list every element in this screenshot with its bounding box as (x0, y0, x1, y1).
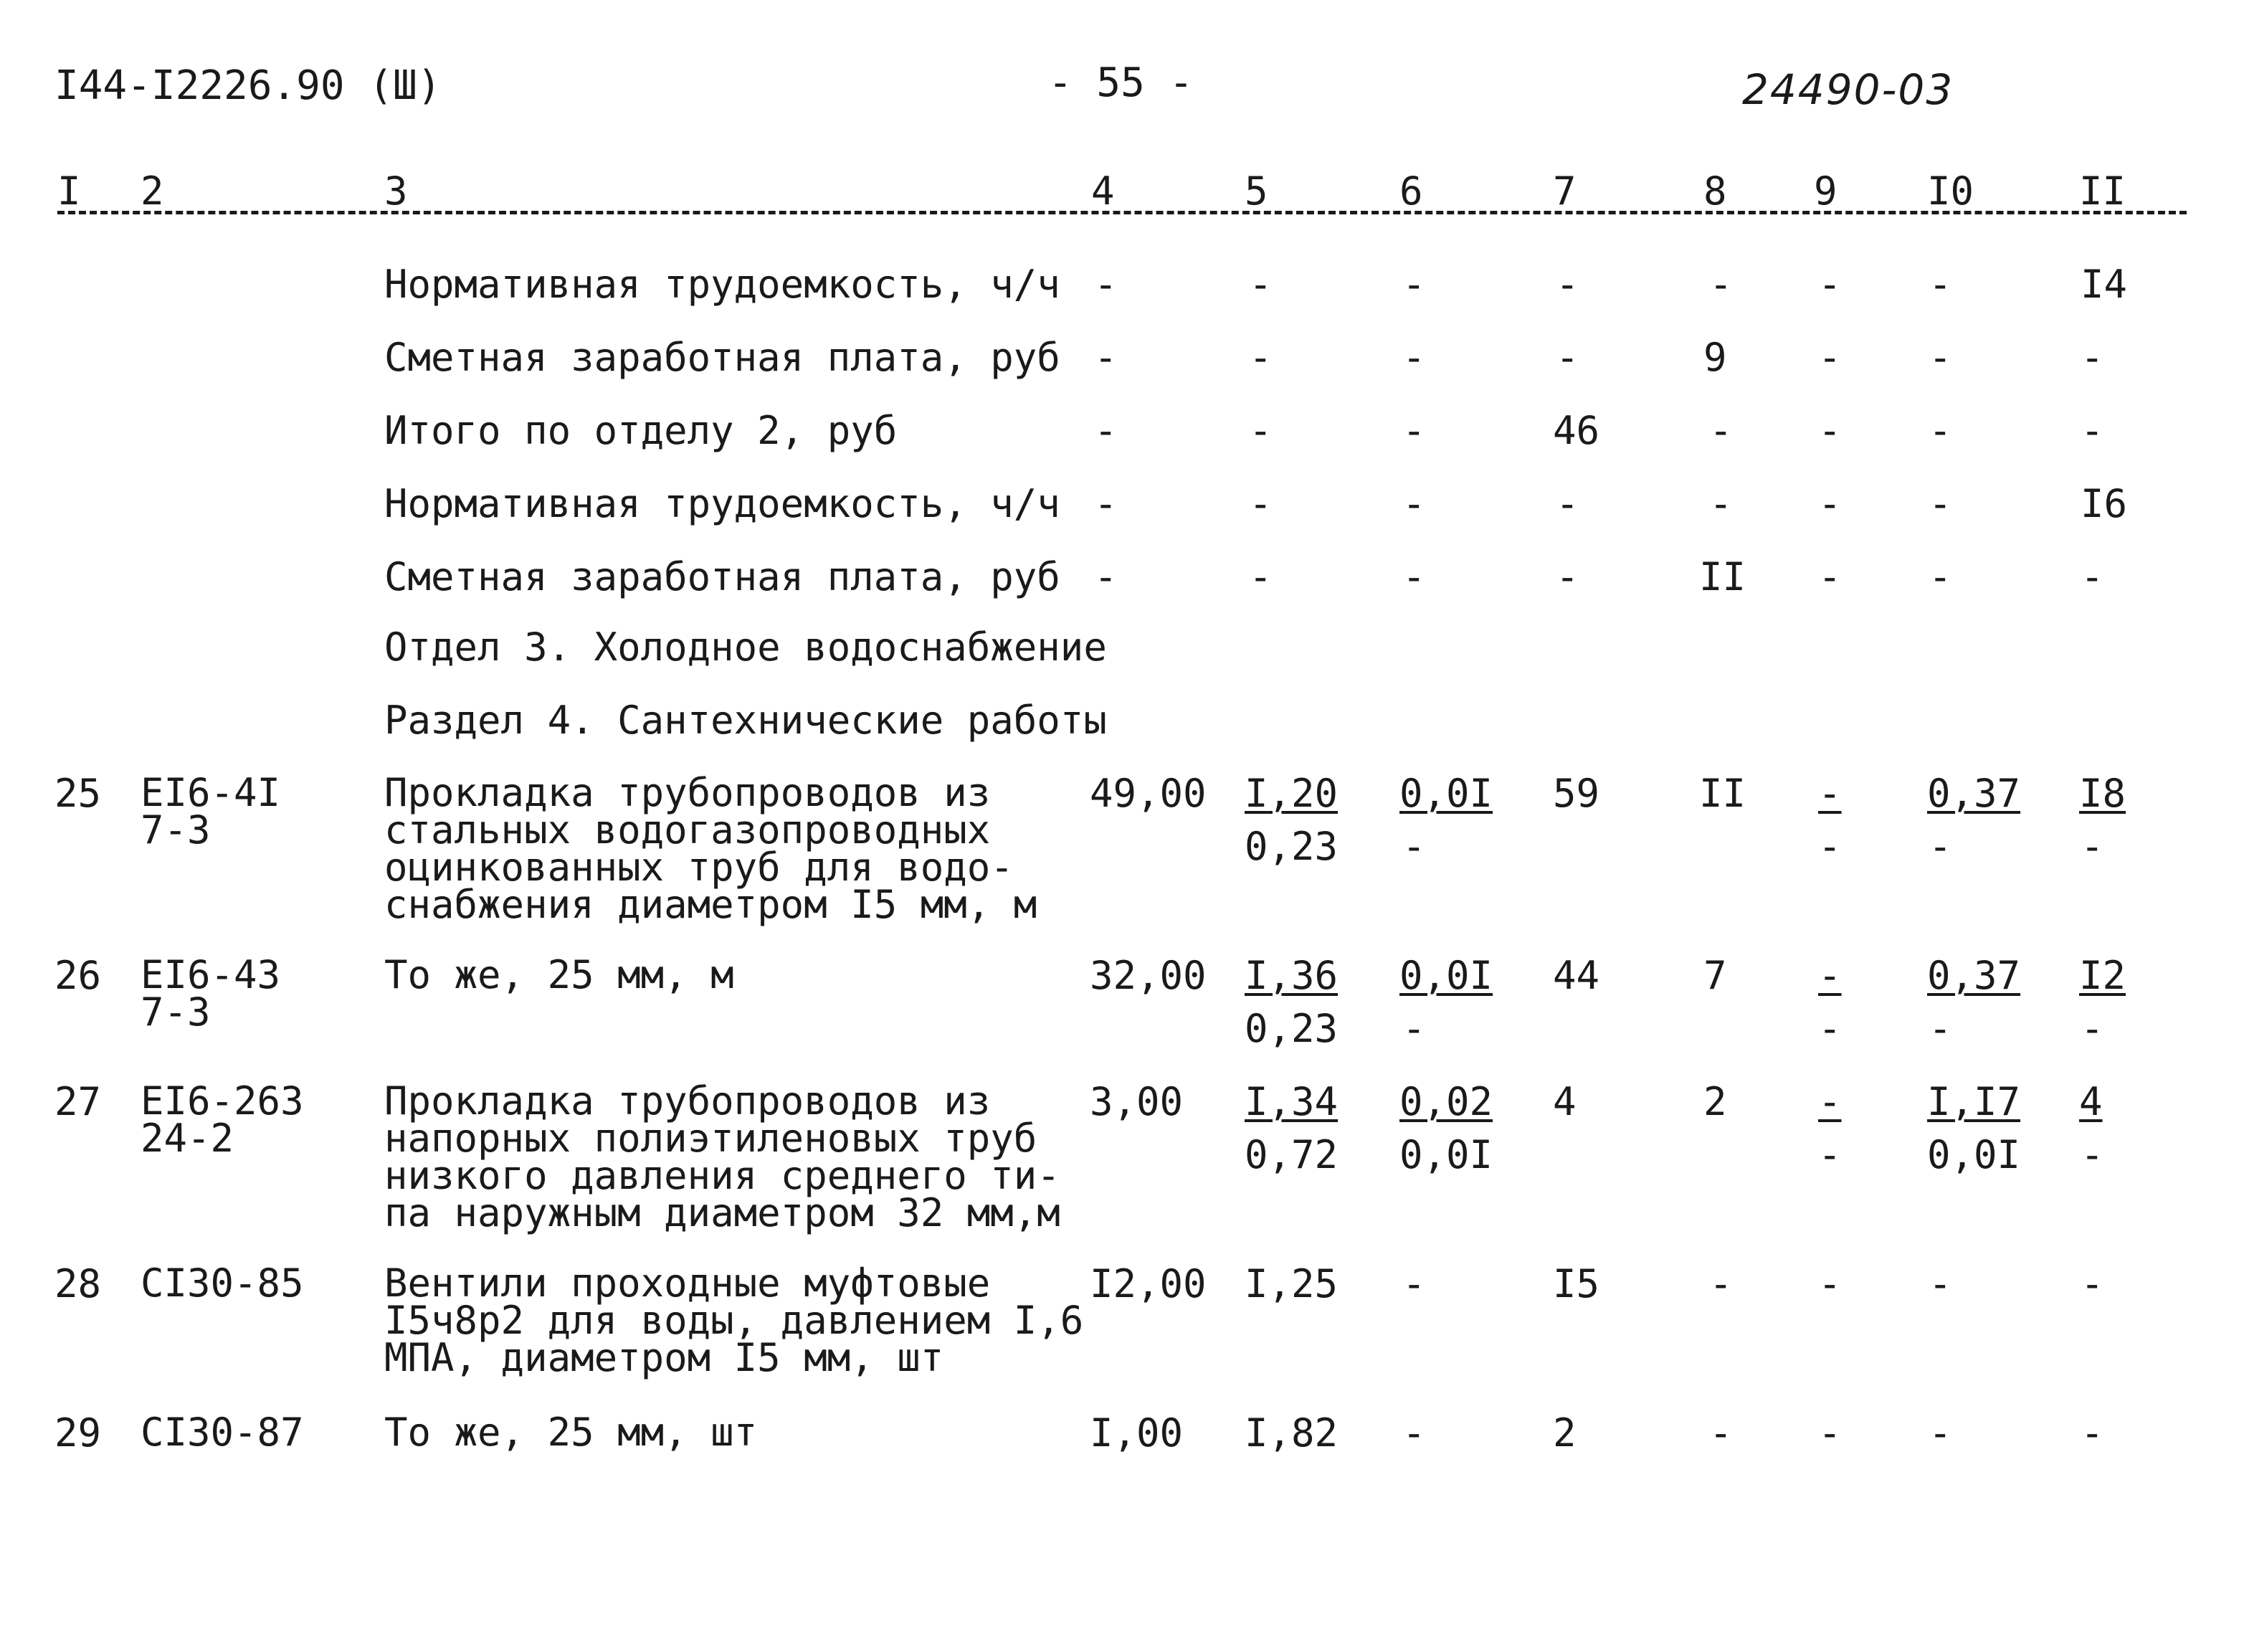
column-number: 9 (1814, 168, 1837, 214)
cell: - (1556, 554, 1579, 599)
cell: - (1818, 771, 1842, 816)
cell: - (1929, 408, 1952, 453)
cell: 4 (1553, 1079, 1577, 1124)
column-number: 8 (1703, 168, 1727, 214)
code-line: EI6-4I (141, 770, 281, 815)
cell: - (1094, 408, 1118, 453)
cell: 0,0I (1399, 953, 1493, 998)
row-description (384, 952, 734, 997)
code-line: 24-2 (141, 1116, 234, 1161)
cell: 0,0I (1927, 1132, 2021, 1177)
desc-line: То же, 25 мм, м (384, 952, 734, 997)
cell: I,25 (1245, 1261, 1339, 1306)
cell: 0,23 (1245, 824, 1339, 869)
cell: - (1929, 335, 1952, 380)
cell: - (1094, 481, 1118, 526)
cell: - (1094, 335, 1118, 380)
desc-line: стальных водогазопроводных (384, 807, 991, 853)
desc-line: Прокладка трубопроводов из (384, 770, 991, 815)
quantity-cell: 49,00 (1090, 771, 1207, 816)
cell: - (1818, 953, 1842, 998)
cell: I2 (2079, 953, 2126, 998)
cell: 2 (1703, 1079, 1727, 1124)
column-number: 7 (1553, 168, 1577, 214)
column-header-rule (57, 211, 2187, 214)
quantity-cell: I,00 (1090, 1410, 1184, 1456)
cell: 7 (1703, 953, 1727, 998)
cell: 0,37 (1927, 771, 2021, 816)
cell: I8 (2079, 771, 2126, 816)
row-description: Нормативная трудоемкость, ч/ч (384, 481, 1060, 526)
cell: - (1929, 481, 1952, 526)
desc-line: оцинкованных труб для водо- (384, 845, 1014, 890)
inventory-number: 24490-03 (1742, 65, 1954, 114)
cell: - (1402, 1410, 1426, 1456)
row-description: Нормативная трудоемкость, ч/ч (384, 262, 1060, 307)
cell: - (1402, 262, 1426, 307)
desc-line: напорных полиэтиленовых труб (384, 1116, 1037, 1161)
cell: - (2081, 1410, 2104, 1456)
row-number: 27 (54, 1079, 102, 1124)
cell: - (1709, 1410, 1733, 1456)
cell: I4 (2081, 262, 2128, 307)
cell: I,82 (1245, 1410, 1339, 1456)
cell: - (1818, 1079, 1842, 1124)
column-number: 5 (1245, 168, 1268, 214)
cell: - (1709, 481, 1733, 526)
cell: - (1402, 1261, 1426, 1306)
cell: 9 (1703, 335, 1727, 380)
cell: - (1249, 554, 1273, 599)
document-code: I44-I2226.90 (Ш) (54, 62, 442, 109)
cell: - (1929, 1410, 1952, 1456)
cell: - (1709, 408, 1733, 453)
cell: - (1556, 481, 1579, 526)
cell: - (1094, 554, 1118, 599)
row-number: 25 (54, 771, 102, 816)
cell: - (2081, 1261, 2104, 1306)
column-number: I0 (1927, 168, 1974, 214)
cell: - (1818, 481, 1842, 526)
section-title: Раздел 4. Сантехнические работы (384, 698, 1107, 743)
cell: II (1699, 554, 1746, 599)
norm-code (141, 1410, 304, 1455)
column-number: 2 (141, 168, 164, 214)
cell: 2 (1553, 1410, 1577, 1456)
norm-code (141, 952, 281, 1035)
desc-line: Вентили проходные муфтовые (384, 1261, 991, 1306)
cell: - (1402, 481, 1426, 526)
cell: 0,23 (1245, 1006, 1339, 1051)
cell: I,I7 (1927, 1079, 2021, 1124)
cell: II (1699, 771, 1746, 816)
cell: I,34 (1245, 1079, 1339, 1124)
row-description: Сметная заработная плата, руб (384, 554, 1060, 599)
cell: - (1818, 1261, 1842, 1306)
cell: - (1929, 824, 1952, 869)
quantity-cell: I2,00 (1090, 1261, 1207, 1306)
cell: - (1709, 262, 1733, 307)
code-line: EI6-43 (141, 952, 281, 997)
code-line: CI30-85 (141, 1261, 304, 1306)
desc-line: То же, 25 мм, шт (384, 1410, 758, 1455)
cell: - (1818, 1132, 1842, 1177)
cell: - (1402, 824, 1426, 869)
cell: - (1402, 335, 1426, 380)
cell: - (2081, 554, 2104, 599)
cell: - (2081, 1132, 2104, 1177)
cell: I5 (1553, 1261, 1600, 1306)
column-number: 6 (1399, 168, 1423, 214)
row-description: Итого по отделу 2, руб (384, 408, 898, 453)
cell: - (1402, 554, 1426, 599)
column-number: II (2079, 168, 2126, 214)
row-description (384, 770, 1037, 927)
cell: - (1929, 1261, 1952, 1306)
cell: 0,0I (1399, 1132, 1493, 1177)
code-line: EI6-263 (141, 1078, 304, 1124)
column-number: I (57, 168, 81, 214)
desc-line: I5ч8р2 для воды, давлением I,6 (384, 1298, 1084, 1343)
cell: - (1818, 824, 1842, 869)
desc-line: па наружным диаметром 32 мм,м (384, 1190, 1060, 1235)
cell: - (1929, 262, 1952, 307)
row-number: 29 (54, 1410, 102, 1456)
cell: - (1094, 262, 1118, 307)
cell: - (1818, 554, 1842, 599)
code-line: 7-3 (141, 989, 211, 1035)
cell: I6 (2081, 481, 2128, 526)
cell: - (1249, 262, 1273, 307)
cell: - (1929, 1006, 1952, 1051)
cell: 59 (1553, 771, 1600, 816)
cell: I,20 (1245, 771, 1339, 816)
row-number: 26 (54, 953, 102, 998)
cell: - (1818, 1410, 1842, 1456)
cell: - (2081, 335, 2104, 380)
row-description (384, 1410, 758, 1455)
code-line: CI30-87 (141, 1410, 304, 1455)
cell: - (1402, 408, 1426, 453)
cell: - (1249, 408, 1273, 453)
quantity-cell: 3,00 (1090, 1079, 1184, 1124)
page-number: - 55 - (1048, 60, 1194, 106)
norm-code (141, 770, 281, 853)
cell: - (1249, 481, 1273, 526)
cell: - (1249, 335, 1273, 380)
quantity-cell: 32,00 (1090, 953, 1207, 998)
cell: - (2081, 1006, 2104, 1051)
cell: - (2081, 824, 2104, 869)
cell: I,36 (1245, 953, 1339, 998)
cell: 0,37 (1927, 953, 2021, 998)
cell: 4 (2079, 1079, 2103, 1124)
column-number: 4 (1091, 168, 1115, 214)
cell: - (2081, 408, 2104, 453)
cell: - (1818, 335, 1842, 380)
norm-code (141, 1261, 304, 1306)
cell: 46 (1553, 408, 1600, 453)
cell: - (1556, 262, 1579, 307)
norm-code (141, 1078, 304, 1161)
cell: 44 (1553, 953, 1600, 998)
section-title: Отдел 3. Холодное водоснабжение (384, 625, 1107, 670)
row-number: 28 (54, 1261, 102, 1306)
cell: - (1556, 335, 1579, 380)
code-line: 7-3 (141, 807, 211, 853)
cell: - (1709, 1261, 1733, 1306)
cell: - (1402, 1006, 1426, 1051)
cell: - (1929, 554, 1952, 599)
cell: - (1818, 408, 1842, 453)
row-description (384, 1261, 1084, 1380)
cell: 0,02 (1399, 1079, 1493, 1124)
row-description (384, 1078, 1060, 1235)
cell: - (1818, 262, 1842, 307)
desc-line: снабжения диаметром I5 мм, м (384, 882, 1037, 927)
row-description: Сметная заработная плата, руб (384, 335, 1060, 380)
cell: 0,0I (1399, 771, 1493, 816)
column-number: 3 (384, 168, 408, 214)
desc-line: Прокладка трубопроводов из (384, 1078, 991, 1124)
desc-line: МПА, диаметром I5 мм, шт (384, 1335, 944, 1380)
cell: 0,72 (1245, 1132, 1339, 1177)
cell: - (1818, 1006, 1842, 1051)
desc-line: низкого давления среднего ти- (384, 1153, 1060, 1198)
